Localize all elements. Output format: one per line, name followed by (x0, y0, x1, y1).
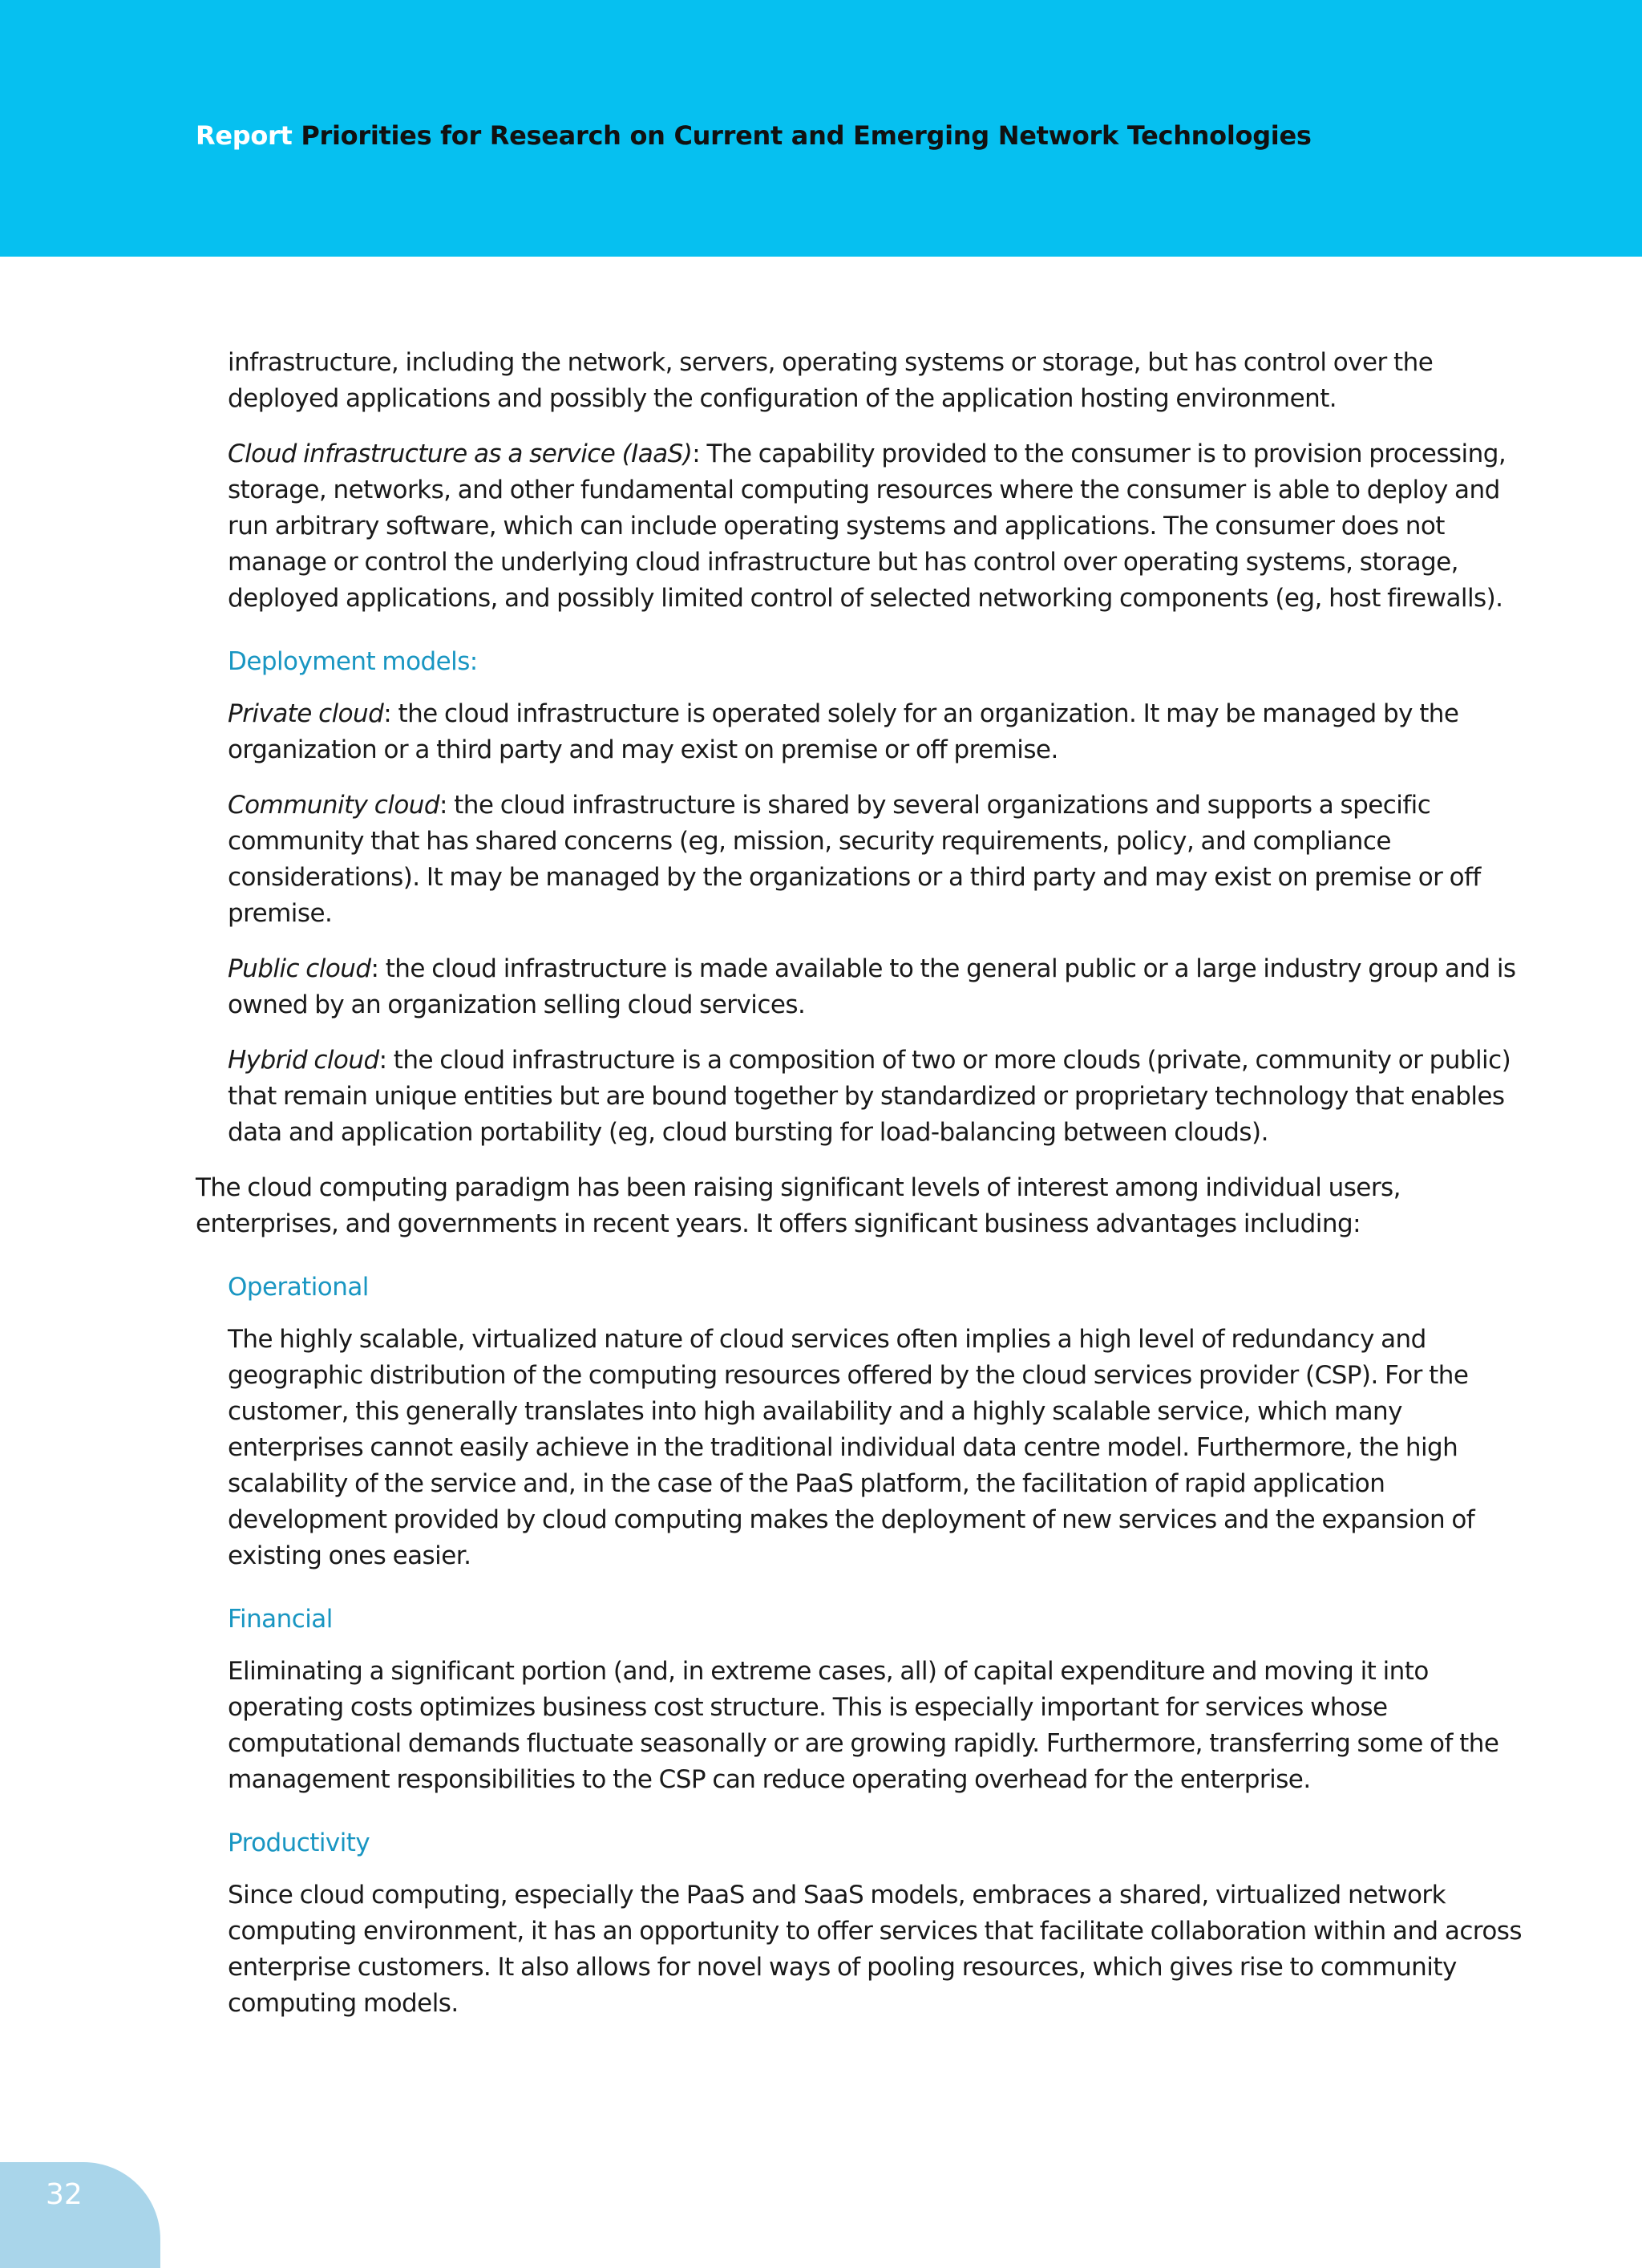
paragraph-productivity: Since cloud computing, especially the PaaS and SaaS models, embraces a shared, virtualized network computing environment, it has an opportunity to offer services that facilitate collaboration within and across enterprise customers. It also allows for novel ways of pooling resources, which gives rise to community computing models. (228, 1881, 1522, 2018)
running-header (196, 120, 1312, 151)
page-number: 32 (46, 2178, 83, 2211)
definition-public-cloud: : the cloud infrastructure is made available to the general public or a large industry group and is owned by an organization selling cloud services. (228, 954, 1516, 1019)
term-private-cloud: Private cloud (228, 699, 384, 728)
term-hybrid-cloud: Hybrid cloud (228, 1046, 379, 1075)
term-iaas: Cloud infrastructure as a service (IaaS) (228, 439, 693, 468)
term-public-cloud: Public cloud (228, 954, 371, 983)
paragraph-public-cloud (228, 951, 1527, 1023)
paragraph-paradigm: The cloud computing paradigm has been raising significant levels of interest among individual users, enterprises, and governments in recent years. It offers significant business advantages including: (196, 1173, 1401, 1238)
term-community-cloud: Community cloud (228, 791, 439, 820)
definition-private-cloud: : the cloud infrastructure is operated solely for an organization. It may be managed by the organization or a third party and may exist on premise or off premise. (228, 699, 1459, 764)
definition-hybrid-cloud: : the cloud infrastructure is a composition of two or more clouds (private, community or public) that remain unique entities but are bound together by standardized or proprietary technology that enables data and application portability (eg, cloud bursting for load-balancing between clouds). (228, 1046, 1511, 1147)
report-label: Report (196, 120, 293, 151)
paragraph-paas-continuation: infrastructure, including the network, servers, operating systems or storage, but has control over the deployed applications and possibly the configuration of the application hosting environment. (228, 348, 1434, 413)
heading-productivity: Productivity (228, 1829, 370, 1857)
paragraph-financial: Eliminating a significant portion (and, in extreme cases, all) of capital expenditure and moving it into operating costs optimizes business cost structure. This is especially important for services whose computational demands fluctuate seasonally or are growing rapidly. Furthermore, transferring some of the management responsibilities to the CSP can reduce operating overhead for the enterprise. (228, 1657, 1499, 1794)
report-title: Priorities for Research on Current and Emerging Network Technologies (301, 120, 1312, 151)
paragraph-community-cloud (228, 788, 1527, 932)
page-body (196, 345, 1527, 2041)
paragraph-hybrid-cloud (228, 1043, 1527, 1151)
paragraph-iaas (228, 436, 1527, 617)
definition-iaas: : The capability provided to the consumer is to provision processing, storage, networks, and other fundamental computing resources where the consumer is able to deploy and run arbitrary software, which can include operating systems and applications. The consumer does not manage or control the underlying cloud infrastructure but has control over operating systems, storage, deployed applications, and possibly limited control of selected networking components (eg, host firewalls). (228, 439, 1507, 613)
paragraph-private-cloud (228, 696, 1527, 768)
heading-operational: Operational (228, 1273, 369, 1302)
paragraph-operational: The highly scalable, virtualized nature of cloud services often implies a high level of redundancy and geographic distribution of the computing resources offered by the cloud services provider (CSP). For the customer, this generally translates into high availability and a highly scalable service, which many enterprises cannot easily achieve in the traditional individual data centre model. Furthermore, the high scalability of the service and, in the case of the PaaS platform, the facilitation of rapid application development provided by cloud computing makes the deployment of new services and the expansion of existing ones easier. (228, 1325, 1475, 1570)
definition-community-cloud: : the cloud infrastructure is shared by several organizations and supports a specific community that has shared concerns (eg, mission, security requirements, policy, and compliance considerations). It may be managed by the organizations or a third party and may exist on premise or off premise. (228, 791, 1481, 928)
heading-financial: Financial (228, 1605, 333, 1634)
heading-deployment-models: Deployment models: (228, 647, 478, 676)
